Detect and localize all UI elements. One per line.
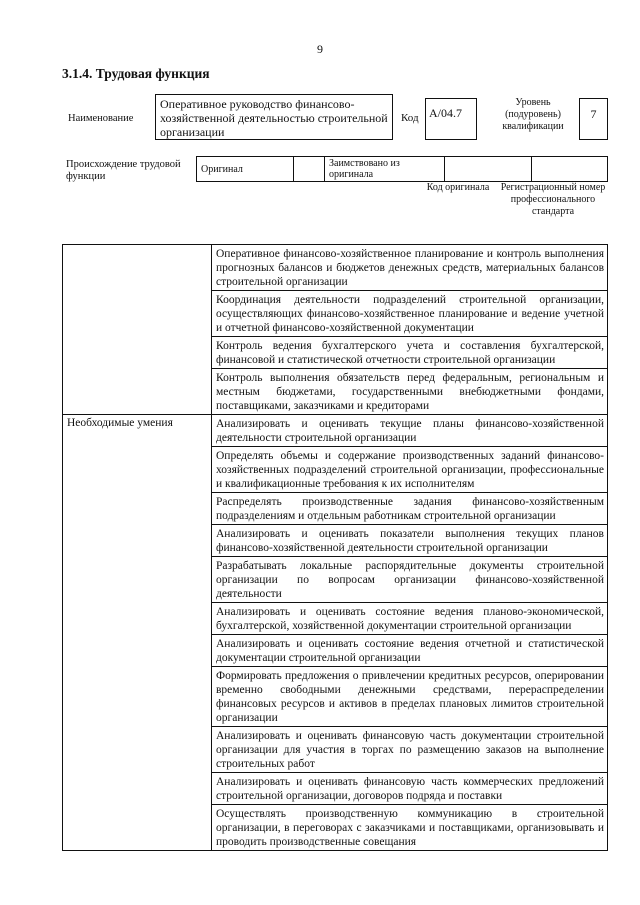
table-cell: Определять объемы и содержание производственных заданий финансово-хозяйственных подразделений строительной организации, профессиональные и квалификационные требования к их исполнителям: [212, 447, 608, 493]
function-code-box: А/04.7: [425, 98, 477, 140]
origin-reg-cell: [532, 157, 608, 182]
origin-mark-cell: [294, 157, 325, 182]
function-table: [62, 244, 608, 851]
table-cell: Анализировать и оценивать состояние ведения отчетной и статистической документации строительной организации: [212, 635, 608, 667]
table-cell: Распределять производственные задания финансово-хозяйственным подразделениям и отдельным работникам строительной организации: [212, 493, 608, 525]
table-cell: Контроль выполнения обязательств перед федеральным, региональным и местным бюджетами, государственными внебюджетными фондами, поставщиками, заказчиками и кредиторами: [212, 369, 608, 415]
table-cell: Оперативное финансово-хозяйственное планирование и контроль выполнения прогнозных балансов и бюджетов денежных средств, материальных балансов строительной организации: [212, 245, 608, 291]
name-label: Наименование: [68, 113, 134, 124]
qualification-level-label: Уровень (подуровень) квалификации: [502, 97, 564, 132]
table-cell: Анализировать и оценивать показатели выполнения текущих планов финансово-хозяйственной деятельности строительной организации: [212, 525, 608, 557]
table-row: [63, 245, 608, 291]
section-title: 3.1.4. Трудовая функция: [62, 66, 210, 81]
function-name-box: Оперативное руководство финансово-хозяйственной деятельностью строительной организации: [155, 94, 393, 140]
table-cell: Анализировать и оценивать текущие планы финансово-хозяйственной деятельности строительной организации: [212, 415, 608, 447]
origin-table: [196, 156, 608, 182]
origin-code-cell: [445, 157, 532, 182]
table-cell: Анализировать и оценивать состояние ведения планово-экономической, бухгалтерской, хозяйственной документации строительной организации: [212, 603, 608, 635]
origin-label: Происхождение трудовой функции: [66, 159, 181, 182]
table-cell: Анализировать и оценивать финансовую часть документации строительной организации для участия в торгах по размещению заказов на выполнение строительных работ: [212, 727, 608, 773]
actions-label-cell: [63, 245, 212, 415]
table-cell: Анализировать и оценивать финансовую часть коммерческих предложений строительной организации, договоров подряда и поставки: [212, 773, 608, 805]
origin-borrowed-cell: Заимствовано из оригинала: [325, 157, 445, 182]
origin-reg-caption: Регистрационный номер профессионального стандарта: [500, 182, 606, 217]
origin-code-caption: Код оригинала: [426, 182, 490, 193]
table-row: [63, 415, 608, 447]
page-number: 9: [317, 42, 323, 56]
table-cell: Осуществлять производственную коммуникацию в строительной организации, в переговорах с заказчиками и поставщиками, организовывать и проводить производственные совещания: [212, 805, 608, 851]
code-label: Код: [401, 112, 419, 124]
table-cell: Координация деятельности подразделений строительной организации, осуществляющих финансово-хозяйственное планирование и ведение учетной и отчетной финансово-хозяйственной документации: [212, 291, 608, 337]
origin-original-cell: Оригинал: [197, 157, 294, 182]
skills-label-cell: Необходимые умения: [63, 415, 212, 851]
table-cell: Контроль ведения бухгалтерского учета и составления бухгалтерской, финансовой и статистической отчетности строительной организации: [212, 337, 608, 369]
table-cell: Разрабатывать локальные распорядительные документы строительной организации по вопросам организации финансово-хозяйственной деятельности: [212, 557, 608, 603]
qualification-level-box: 7: [579, 98, 608, 140]
table-cell: Формировать предложения о привлечении кредитных ресурсов, оперировании временно свободными денежными средствами, перераспределении финансовых ресурсов и активов в пределах плановых лимитов строительной организации: [212, 667, 608, 727]
